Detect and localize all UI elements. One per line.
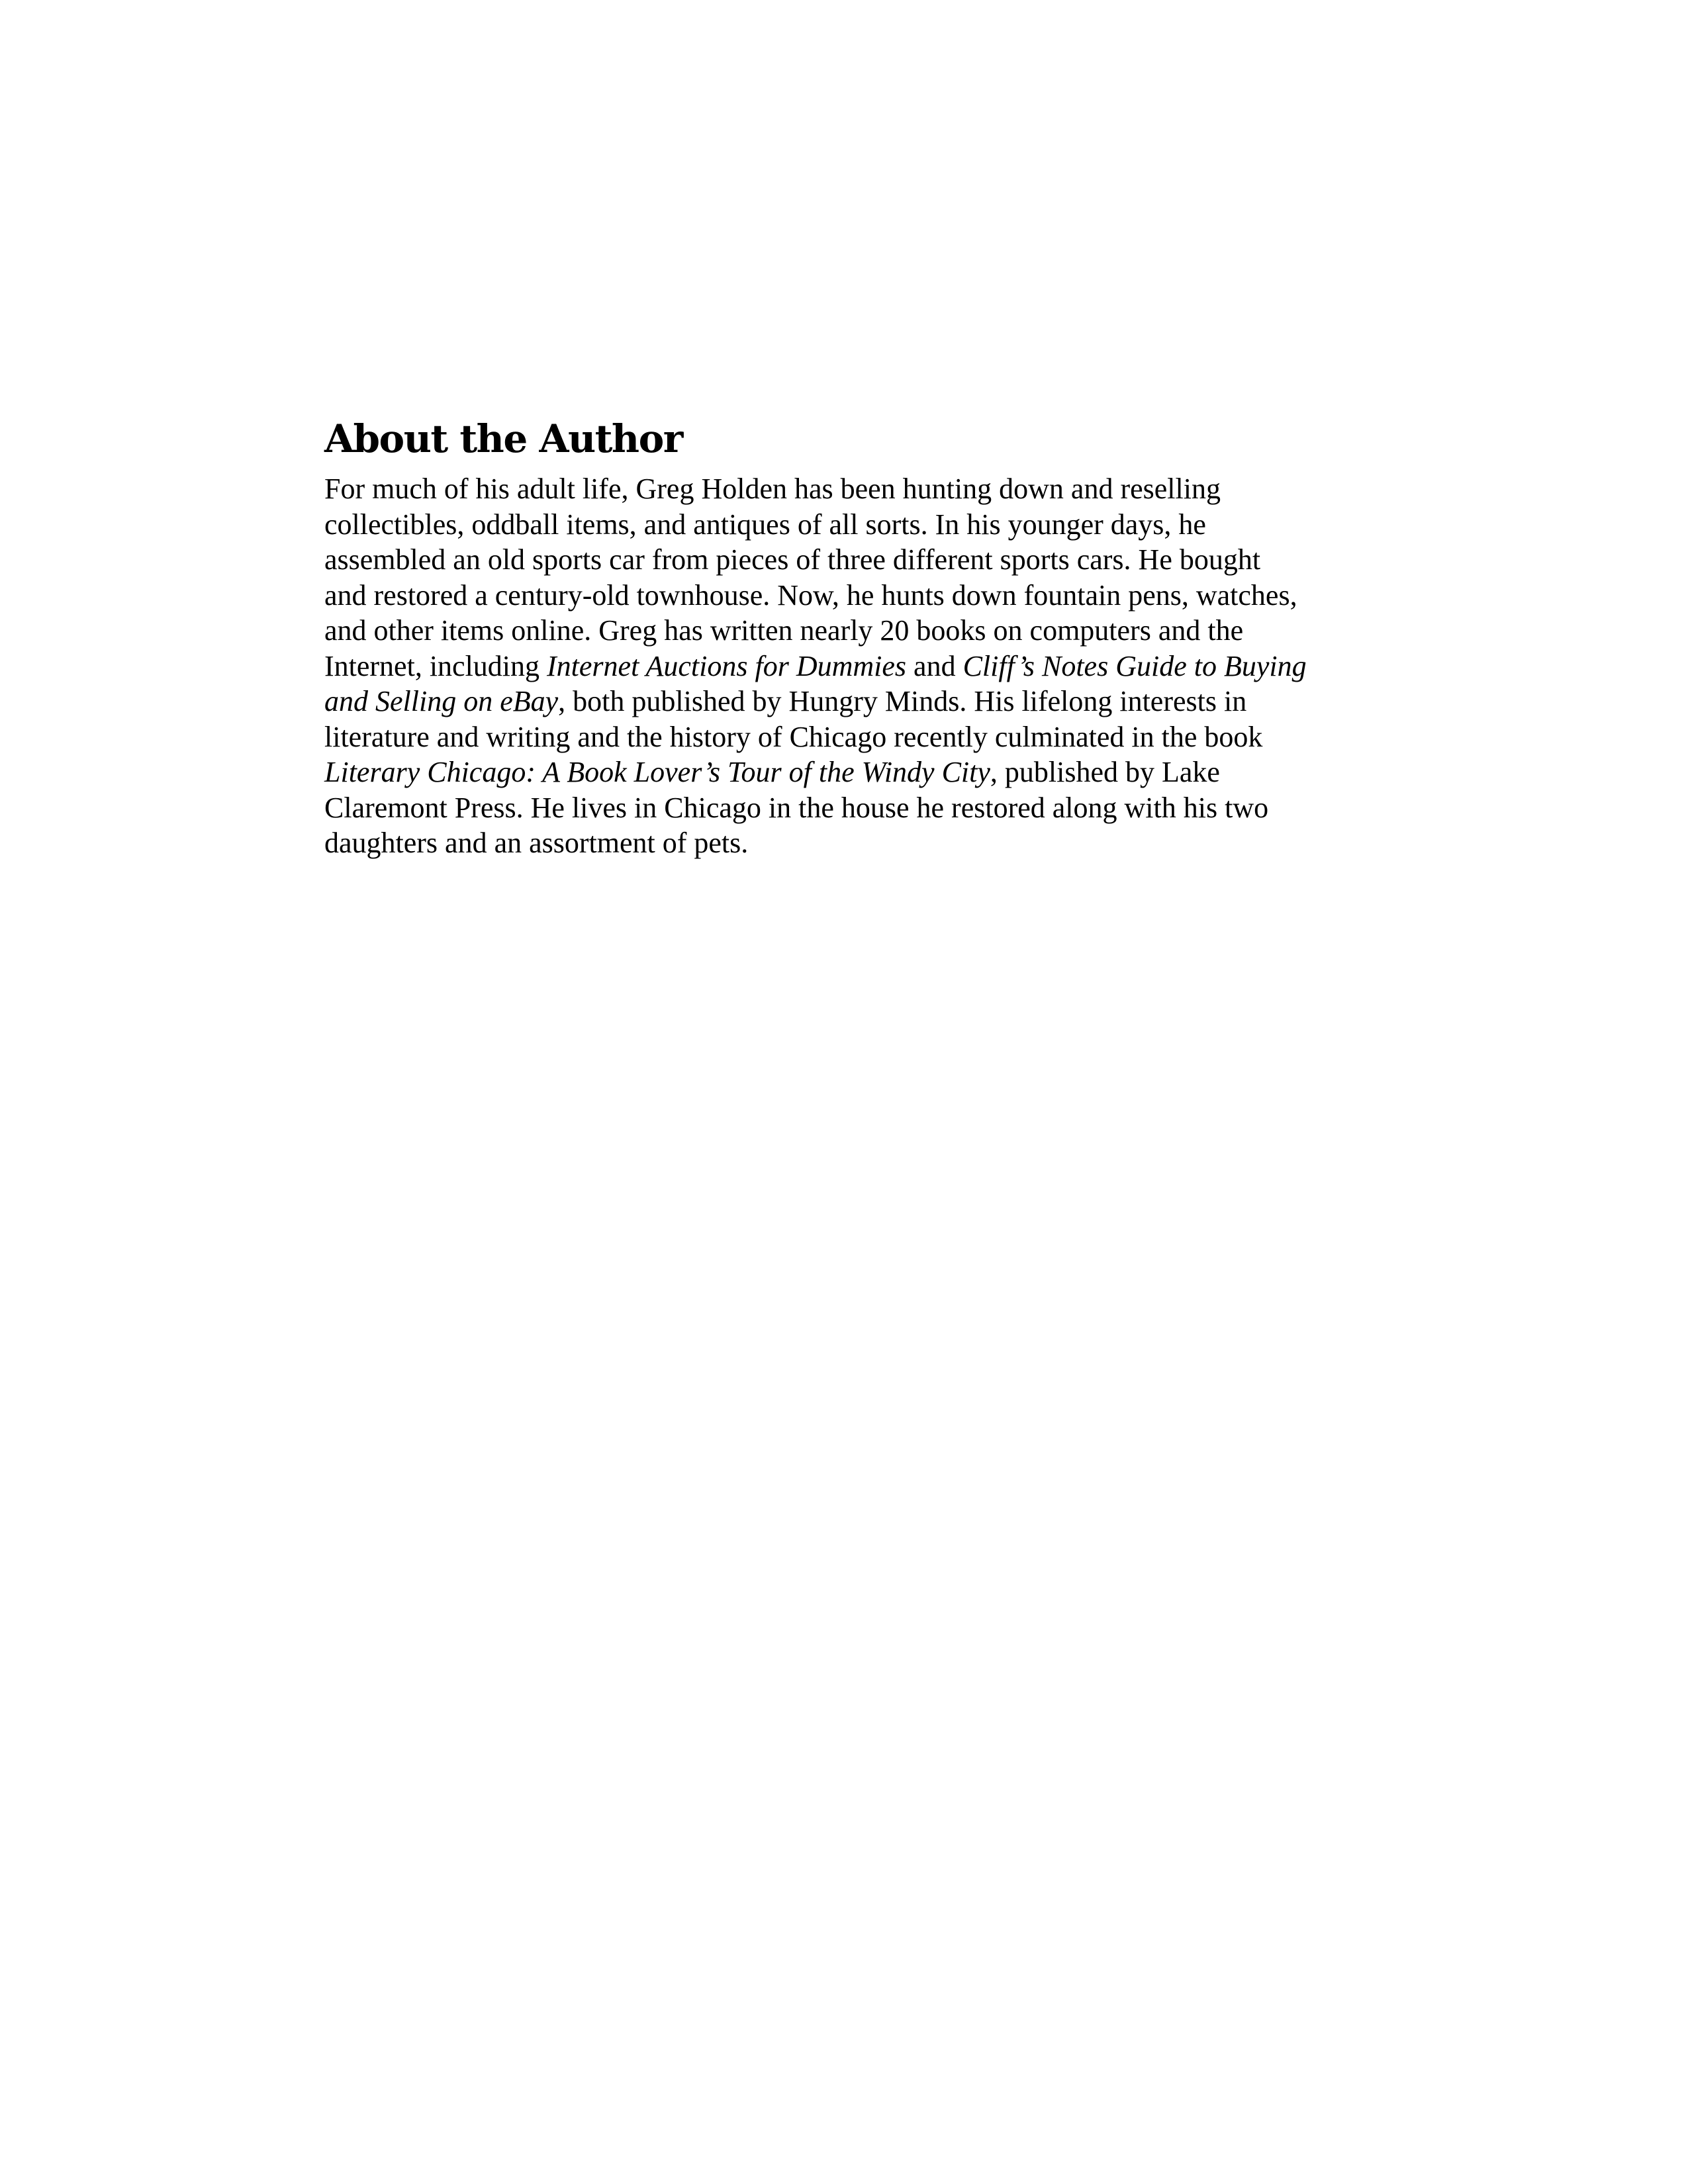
bio-text: Internet, including [324, 649, 547, 682]
bio-text: and restored a century-old townhouse. Now, he hunts down fountain pens, watches, [324, 578, 1297, 612]
bio-line [324, 613, 1344, 649]
bio-text: For much of his adult life, Greg Holden has been hunting down and reselling [324, 473, 1221, 505]
bio-line [324, 825, 1344, 861]
bio-line [324, 542, 1344, 578]
bio-text: daughters and an assortment of pets. [324, 827, 749, 859]
bio-text: Claremont Press. He lives in Chicago in the house he restored along with his two [324, 791, 1269, 824]
about-the-author-section [324, 410, 1344, 861]
bio-line [324, 754, 1344, 790]
book-title: Cliff’s Notes Guide to Buying [962, 649, 1307, 682]
bio-line [324, 578, 1344, 614]
book-title: and Selling on eBay [324, 685, 559, 717]
book-title: Literary Chicago: A Book Lover’s Tour of the Windy City [324, 756, 990, 788]
bio-text: collectibles, oddball items, and antiques of all sorts. In his younger days, he [324, 508, 1206, 541]
bio-text: and [906, 649, 963, 682]
bio-line [324, 649, 1344, 684]
bio-text: , published by Lake [990, 756, 1220, 788]
bio-line [324, 790, 1344, 826]
bio-text: , both published by Hungry Minds. His lifelong interests in [558, 685, 1247, 717]
section-heading: About the Author [324, 416, 682, 461]
bio-text: and other items online. Greg has written nearly 20 books on computers and the [324, 614, 1244, 647]
bio-line [324, 719, 1344, 755]
bio-text: literature and writing and the history of Chicago recently culminated in the book [324, 720, 1263, 753]
bio-line [324, 684, 1344, 719]
author-bio-paragraph [324, 471, 1344, 861]
book-title: Internet Auctions for Dummies [547, 649, 907, 682]
bio-text: assembled an old sports car from pieces of three different sports cars. He bought [324, 543, 1261, 576]
bio-line [324, 507, 1344, 543]
bio-line [324, 471, 1344, 507]
